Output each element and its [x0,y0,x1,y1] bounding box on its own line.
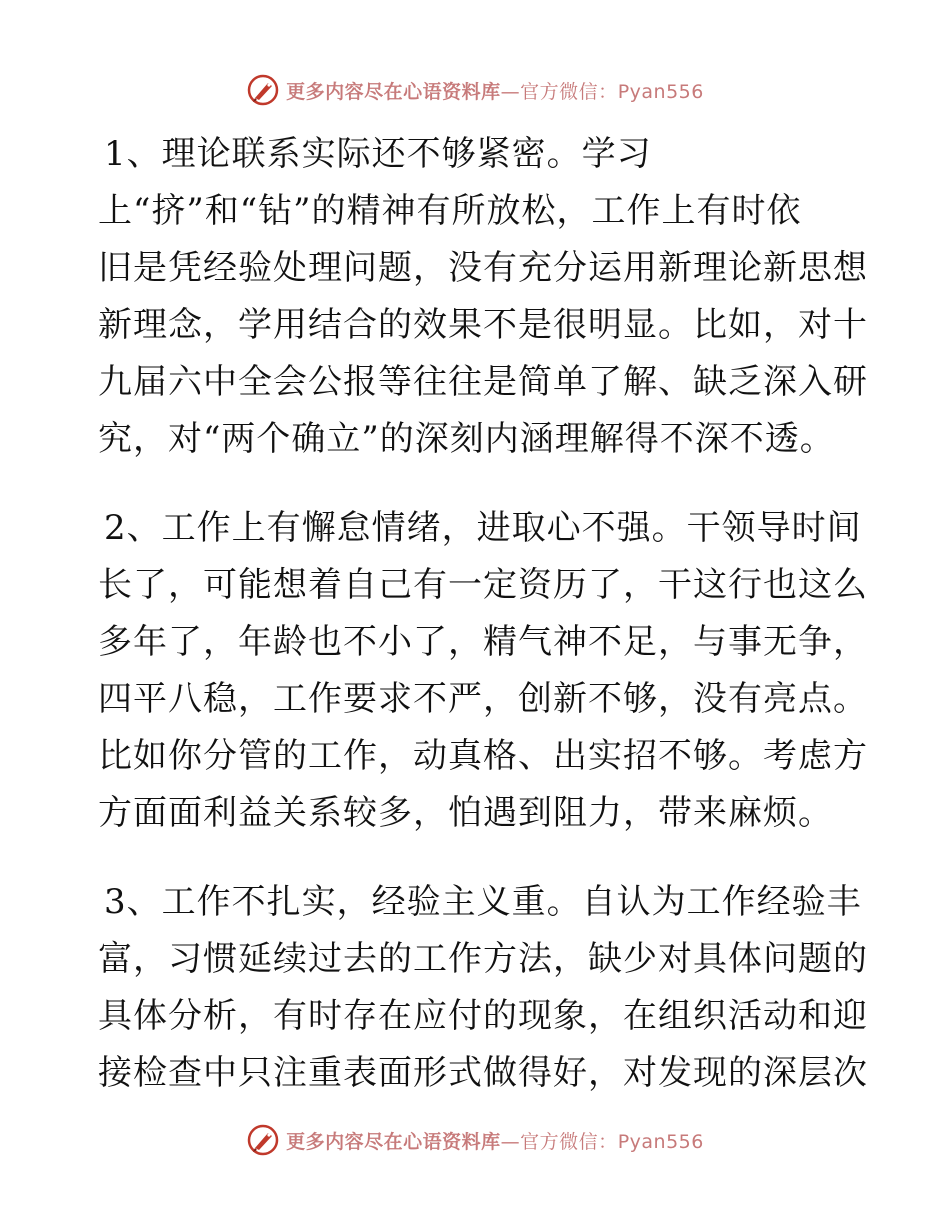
pen-logo-icon [246,1123,280,1157]
banner-library-text: 更多内容尽在心语资料库 [286,1130,501,1153]
banner-dash: — [500,80,521,103]
text-line: 2、工作上有懈怠情绪，进取心不强。干领导时间 [104,508,862,548]
banner-dash: — [500,1130,521,1153]
banner-wechat-label: 官方微信： [520,1130,618,1153]
paragraph-2 [98,500,868,842]
banner-wechat-id: Pyan556 [617,1130,704,1153]
text-line: 3、工作不扎实，经验主义重。自认为工作经验丰 [104,882,862,922]
text-line: 旧是凭经验处理问题，没有充分运用新理论新思想 [98,248,868,288]
text-line: 四平八稳，工作要求不严，创新不够，没有亮点。 [98,679,868,719]
text-line: 九届六中全会公报等往往是简单了解、缺乏深入研 [98,362,868,402]
banner-library-text: 更多内容尽在心语资料库 [286,80,501,103]
text-line: 上“挤”和“钻”的精神有所放松，工作上有时依 [98,191,802,231]
paragraph-3 [98,874,868,1102]
paragraph-gap [98,468,858,500]
text-line: 接检查中只注重表面形式做得好，对发现的深层次 [98,1053,868,1093]
document-body [98,126,868,1102]
text-line: 1、理论联系实际还不够紧密。学习 [104,134,652,174]
text-line: 比如你分管的工作，动真格、出实招不够。考虑方 [98,736,868,776]
banner-text [286,1127,704,1154]
text-line: 富，习惯延续过去的工作方法，缺少对具体问题的 [98,939,868,979]
banner-wechat-id: Pyan556 [617,80,704,103]
text-line: 方面面利益关系较多，怕遇到阻力，带来麻烦。 [98,793,833,833]
pen-logo-icon [246,73,280,107]
header-banner [0,70,950,110]
banner-wechat-label: 官方微信： [520,80,618,103]
paragraph-1 [98,126,868,468]
text-line: 新理念，学用结合的效果不是很明显。比如，对十 [98,305,868,345]
text-line: 究，对“两个确立”的深刻内涵理解得不深不透。 [98,419,835,459]
banner-text [286,77,704,104]
text-line: 具体分析，有时存在应付的现象，在组织活动和迎 [98,996,868,1036]
footer-banner [0,1120,950,1160]
text-line: 多年了，年龄也不小了，精气神不足，与事无争， [98,622,868,662]
paragraph-gap [98,842,858,874]
text-line: 长了，可能想着自己有一定资历了，干这行也这么 [98,565,868,605]
